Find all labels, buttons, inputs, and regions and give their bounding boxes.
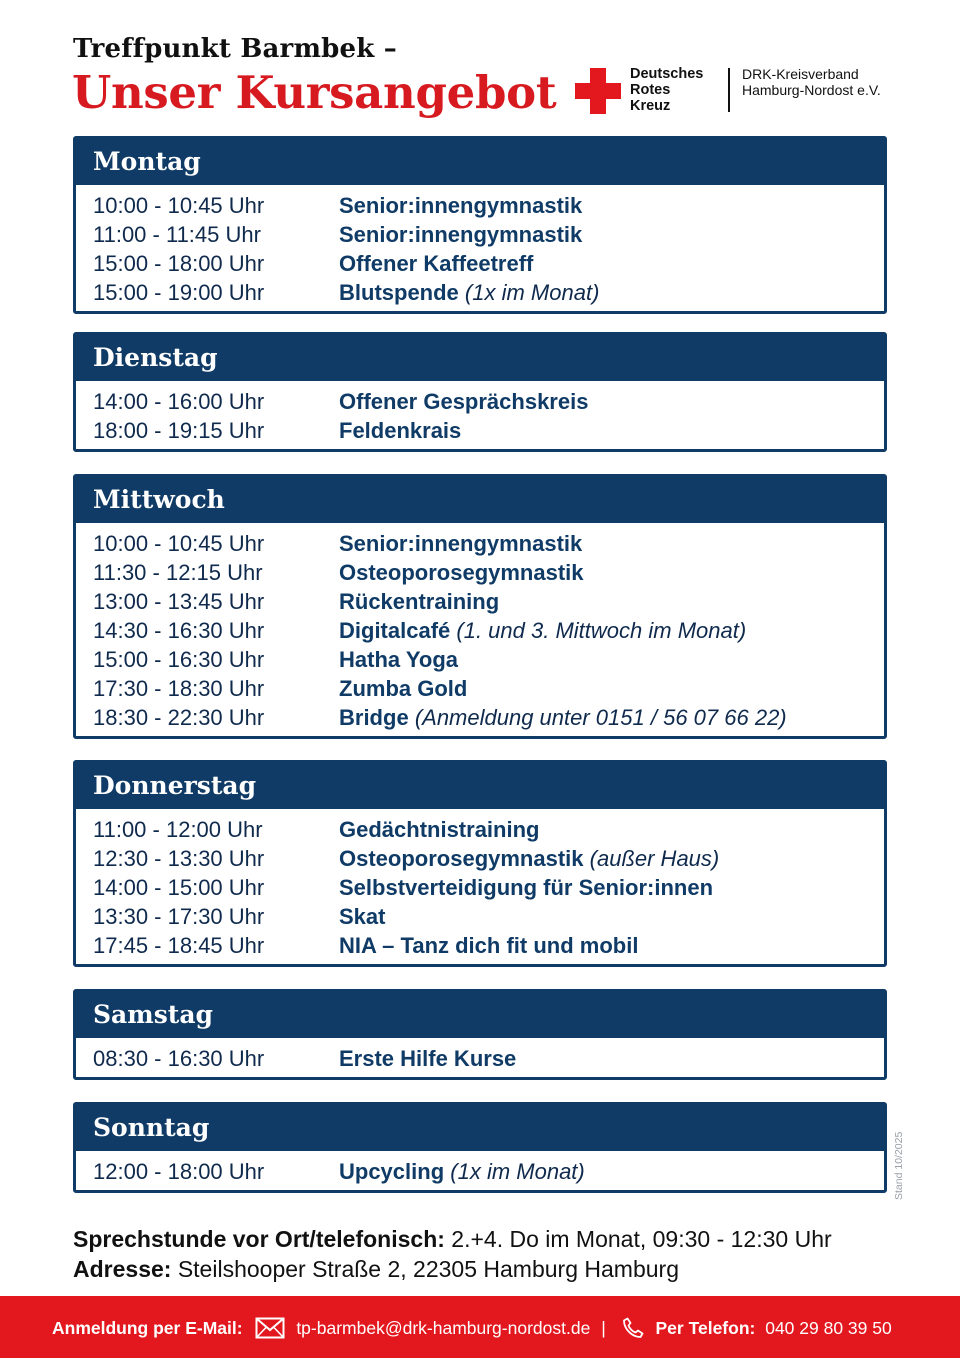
course-row <box>93 931 884 960</box>
course-row <box>93 1157 884 1186</box>
course-name: Rückentraining <box>339 589 500 614</box>
logo-name-line: Kreuz <box>630 98 671 114</box>
course-time: 10:00 - 10:45 Uhr <box>93 531 265 556</box>
course-row <box>93 587 884 616</box>
logo-org-line: Hamburg-Nordost e.V. <box>742 82 881 98</box>
logo-name-line: Rotes <box>630 82 671 98</box>
day-title: Sonntag <box>76 1105 884 1151</box>
day-section-montag <box>73 136 887 314</box>
course-name: NIA – Tanz dich fit und mobil <box>339 933 639 958</box>
course-time: 14:00 - 16:00 Uhr <box>93 389 265 414</box>
phone-number[interactable]: 040 29 80 39 50 <box>765 1318 892 1339</box>
consultation-hours <box>73 1226 832 1253</box>
day-section-donnerstag <box>73 760 887 967</box>
course-name: Senior:innengymnastik <box>339 531 583 556</box>
course-time: 15:00 - 16:30 Uhr <box>93 647 265 672</box>
drk-logo <box>575 66 895 116</box>
course-name: Selbstverteidigung für Senior:innen <box>339 875 714 900</box>
course-row <box>93 1044 884 1073</box>
email-link[interactable]: tp-barmbek@drk-hamburg-nordost.de <box>296 1318 591 1339</box>
course-time: 13:30 - 17:30 Uhr <box>93 904 265 929</box>
day-title: Samstag <box>76 992 884 1038</box>
course-time: 15:00 - 18:00 Uhr <box>93 251 265 276</box>
course-time: 17:30 - 18:30 Uhr <box>93 676 265 701</box>
phone-label: Per Telefon: <box>655 1318 756 1339</box>
course-time: 12:30 - 13:30 Uhr <box>93 846 265 871</box>
course-row <box>93 703 884 732</box>
course-row <box>93 902 884 931</box>
course-name: Skat <box>339 904 386 929</box>
course-name: Bridge <box>339 705 409 730</box>
course-row <box>93 220 884 249</box>
course-name: Blutspende <box>339 280 459 305</box>
course-name: Zumba Gold <box>339 676 468 701</box>
course-name: Senior:innengymnastik <box>339 222 583 247</box>
course-name: Upcycling <box>339 1159 445 1184</box>
course-row <box>93 416 884 445</box>
footer-bar <box>0 1296 960 1358</box>
course-name: Offener Gesprächskreis <box>339 389 589 414</box>
page-title: Unser Kursangebot <box>72 66 557 119</box>
course-name: Gedächtnistraining <box>339 817 540 842</box>
course-row <box>93 558 884 587</box>
logo-org-line: DRK-Kreisverband <box>742 66 859 82</box>
course-row <box>93 191 884 220</box>
course-time: 13:00 - 13:45 Uhr <box>93 589 265 614</box>
course-note: (außer Haus) <box>589 846 720 871</box>
course-note: (1. und 3. Mittwoch im Monat) <box>456 618 747 643</box>
red-cross-icon <box>575 68 621 114</box>
logo-name-line: Deutsches <box>630 66 704 82</box>
course-row <box>93 529 884 558</box>
course-row <box>93 674 884 703</box>
course-time: 11:00 - 11:45 Uhr <box>93 222 261 247</box>
course-time: 15:00 - 19:00 Uhr <box>93 280 265 305</box>
course-time: 17:45 - 18:45 Uhr <box>93 933 265 958</box>
course-row <box>93 278 884 307</box>
stand-date: Stand 10/2025 <box>893 1131 905 1200</box>
course-note: (Anmeldung unter 0151 / 56 07 66 22) <box>414 705 787 730</box>
day-section-dienstag <box>73 332 887 452</box>
course-name: Erste Hilfe Kurse <box>339 1046 517 1071</box>
phone-icon <box>621 1316 645 1340</box>
email-label: Anmeldung per E-Mail: <box>52 1318 243 1339</box>
logo-org <box>742 66 881 98</box>
address-label: Adresse: <box>73 1256 172 1282</box>
course-time: 11:00 - 12:00 Uhr <box>93 817 263 842</box>
course-time: 14:30 - 16:30 Uhr <box>93 618 265 643</box>
course-row <box>93 815 884 844</box>
course-time: 18:00 - 19:15 Uhr <box>93 418 265 443</box>
course-time: 11:30 - 12:15 Uhr <box>93 560 263 585</box>
course-name: Digitalcafé <box>339 618 451 643</box>
day-title: Mittwoch <box>76 477 884 523</box>
course-name: Osteoporosegymnastik <box>339 846 584 871</box>
course-time: 14:00 - 15:00 Uhr <box>93 875 265 900</box>
course-row <box>93 844 884 873</box>
footer-separator: | <box>601 1318 606 1339</box>
course-row <box>93 387 884 416</box>
logo-name <box>630 66 703 114</box>
course-note: (1x im Monat) <box>464 280 600 305</box>
course-name: Senior:innengymnastik <box>339 193 583 218</box>
logo-divider <box>728 68 730 112</box>
day-section-sonntag <box>73 1102 887 1193</box>
course-name: Feldenkrais <box>339 418 462 443</box>
course-name: Osteoporosegymnastik <box>339 560 584 585</box>
course-time: 08:30 - 16:30 Uhr <box>93 1046 265 1071</box>
envelope-icon <box>255 1317 285 1339</box>
address-value: Steilshooper Straße 2, 22305 Hamburg Hamburg <box>171 1256 679 1282</box>
course-row <box>93 249 884 278</box>
course-row <box>93 645 884 674</box>
day-title: Dienstag <box>76 335 884 381</box>
address <box>73 1256 679 1283</box>
day-section-samstag <box>73 989 887 1080</box>
course-name: Hatha Yoga <box>339 647 458 672</box>
course-time: 18:30 - 22:30 Uhr <box>93 705 265 730</box>
day-section-mittwoch <box>73 474 887 739</box>
day-title: Donnerstag <box>76 763 884 809</box>
day-title: Montag <box>76 139 884 185</box>
course-time: 12:00 - 18:00 Uhr <box>93 1159 265 1184</box>
header-subtitle: Treffpunkt Barmbek – <box>73 34 397 64</box>
course-note: (1x im Monat) <box>450 1159 585 1184</box>
consult-label: Sprechstunde vor Ort/telefonisch: <box>73 1226 445 1252</box>
course-time: 10:00 - 10:45 Uhr <box>93 193 265 218</box>
course-row <box>93 616 884 645</box>
course-name: Offener Kaffeetreff <box>339 251 534 276</box>
course-row <box>93 873 884 902</box>
consult-value: 2.+4. Do im Monat, 09:30 - 12:30 Uhr <box>444 1226 832 1252</box>
